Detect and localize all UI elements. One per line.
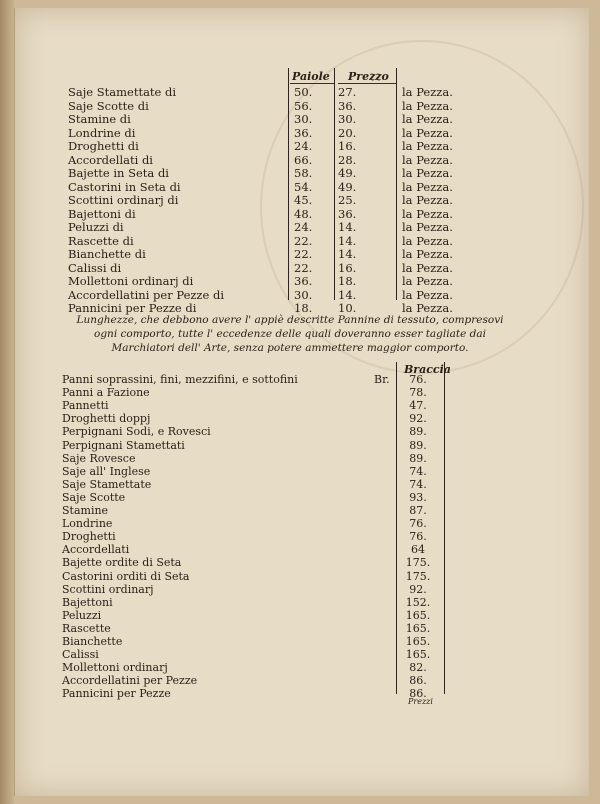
item-price: 10.: [338, 301, 357, 315]
item-name: Calissi di: [68, 260, 122, 275]
fabric-name: Rascette: [62, 621, 111, 635]
fabric-name: Bajette ordite di Seta: [62, 556, 182, 570]
item-unit: la Pezza.: [402, 152, 453, 167]
item-price: 27.: [338, 85, 357, 99]
item-name: Accordellati di: [68, 152, 153, 167]
fabric-length: 165.: [405, 608, 431, 622]
item-price: 20.: [338, 125, 357, 140]
fabric-length: 86.: [409, 674, 427, 688]
item-name: Scottini ordinarj di: [68, 193, 179, 207]
fabric-name: Londrine: [62, 517, 113, 531]
item-unit: la Pezza.: [402, 193, 453, 207]
item-pairs: 58.: [294, 166, 313, 180]
fabric-length: 76.: [409, 373, 427, 386]
item-pairs: 24.: [294, 220, 313, 234]
item-price: 49.: [338, 179, 357, 194]
item-name: Droghetti di: [68, 139, 139, 153]
fabric-name: Droghetti: [62, 530, 116, 544]
item-price: 14.: [338, 220, 357, 234]
item-unit: la Pezza.: [402, 112, 453, 126]
fabric-length: 89.: [409, 425, 427, 439]
fabric-length: 92.: [409, 582, 427, 596]
column-divider-5: [444, 362, 445, 694]
item-price: 16.: [338, 260, 357, 275]
item-pairs: 50.: [294, 85, 313, 99]
item-name: Pannicini per Pezze di: [68, 301, 197, 315]
unit-label: Br.: [374, 373, 390, 386]
item-unit: la Pezza.: [402, 287, 453, 302]
item-unit: la Pezza.: [402, 179, 453, 194]
item-name: Peluzzi di: [68, 220, 124, 234]
fabric-length: 89.: [409, 451, 427, 465]
fabric-name: Bianchette: [62, 635, 123, 648]
fabric-length: 47.: [409, 399, 427, 413]
item-name: Accordellatini per Pezze di: [68, 287, 224, 302]
item-name: Stamine di: [68, 112, 131, 126]
fabric-name: Saje all' Inglese: [62, 464, 151, 478]
column-divider-1: [288, 68, 289, 300]
fabric-length: 175.: [405, 569, 431, 583]
fabric-name: Perpignani Sodi, e Rovesci: [62, 425, 211, 439]
item-pairs: 36.: [294, 274, 313, 288]
fabric-length: 165.: [405, 621, 431, 635]
fabric-length: 93.: [409, 490, 427, 504]
item-pairs: 24.: [294, 139, 313, 153]
item-unit: la Pezza.: [402, 233, 453, 248]
item-pairs: 36.: [294, 125, 313, 140]
item-name: Castorini in Seta di: [68, 179, 181, 194]
item-price: 14.: [338, 287, 357, 302]
item-unit: la Pezza.: [402, 85, 453, 99]
item-unit: la Pezza.: [402, 220, 453, 234]
item-pairs: 56.: [294, 98, 313, 113]
fabric-length: 165.: [405, 648, 431, 662]
fabric-name: Panni a Fazione: [62, 386, 150, 400]
fabric-length: 64: [411, 543, 425, 557]
item-pairs: 30.: [294, 112, 313, 126]
item-price: 28.: [338, 152, 357, 167]
item-unit: la Pezza.: [402, 274, 453, 288]
column-divider-2: [334, 68, 335, 300]
fabric-length: 87.: [409, 504, 427, 517]
fabric-name: Stamine: [62, 504, 109, 517]
fabric-name: Accordellati: [62, 543, 130, 557]
item-pairs: 22.: [294, 260, 313, 275]
item-price: 14.: [338, 233, 357, 248]
fabric-name: Scottini ordinarj: [62, 582, 154, 596]
fabric-length: 76.: [409, 517, 427, 531]
fabric-length: 175.: [405, 556, 431, 570]
note-line-1: Lunghezze, che debbono avere l' appiè descritte Pannine di tessuto, compresovi: [76, 314, 504, 326]
fabric-name: Accordellatini per Pezze: [62, 674, 198, 688]
item-price: 18.: [338, 274, 357, 288]
item-pairs: 22.: [294, 247, 313, 261]
fabric-name: Saje Stamettate: [62, 477, 152, 491]
fabric-name: Pannicini per Pezze: [62, 687, 171, 701]
note-line-2: ogni comporto, tutte l' eccedenze delle quali doveranno esser tagliate dai: [94, 328, 486, 340]
fabric-length: 165.: [405, 635, 431, 648]
item-pairs: 30.: [294, 287, 313, 302]
item-unit: la Pezza.: [402, 166, 453, 180]
fabric-length: 89.: [409, 438, 427, 452]
item-price: 30.: [338, 112, 357, 126]
fabric-name: Saje Rovesce: [62, 451, 136, 465]
item-unit: la Pezza.: [402, 301, 453, 315]
item-name: Saje Scotte di: [68, 98, 149, 113]
item-price: 36.: [338, 206, 357, 221]
fabric-name: Peluzzi: [62, 608, 102, 622]
fabric-name: Panni soprassini, fini, mezzifini, e sottofini: [62, 373, 298, 386]
item-pairs: 22.: [294, 233, 313, 248]
item-name: Rascette di: [68, 233, 134, 248]
item-unit: la Pezza.: [402, 260, 453, 275]
binding-edge: [0, 0, 14, 804]
item-price: 14.: [338, 247, 357, 261]
fabric-length: 76.: [409, 530, 427, 544]
item-unit: la Pezza.: [402, 206, 453, 221]
item-pairs: 18.: [294, 301, 313, 315]
item-name: Londrine di: [68, 125, 136, 140]
fabric-length: 78.: [409, 386, 427, 400]
item-price: 49.: [338, 166, 357, 180]
fabric-length: 82.: [409, 661, 427, 675]
fabric-name: Calissi: [62, 648, 99, 662]
note-line-3: Marchiatori dell' Arte, senza potere ammettere maggior comporto.: [111, 342, 469, 354]
fabric-name: Mollettoni ordinarj: [62, 661, 168, 675]
item-price: 36.: [338, 98, 357, 113]
fabric-name: Bajettoni: [62, 595, 113, 609]
item-pairs: 54.: [294, 179, 313, 194]
item-unit: la Pezza.: [402, 247, 453, 261]
item-unit: la Pezza.: [402, 139, 453, 153]
header-price: Prezzo: [348, 70, 389, 83]
fabric-name: Perpignani Stamettati: [62, 438, 185, 452]
item-pairs: 48.: [294, 206, 313, 221]
item-unit: la Pezza.: [402, 98, 453, 113]
fabric-name: Droghetti doppj: [62, 412, 151, 426]
item-name: Bajettoni di: [68, 206, 136, 221]
fabric-length: 86.: [409, 687, 427, 701]
item-price: 25.: [338, 193, 357, 207]
catchword: Prezzi: [408, 697, 433, 706]
item-name: Mollettoni ordinarj di: [68, 274, 194, 288]
fabric-name: Pannetti: [62, 399, 109, 413]
fabric-length: 74.: [409, 464, 427, 478]
item-price: 16.: [338, 139, 357, 153]
item-pairs: 66.: [294, 152, 313, 167]
fabric-length: 74.: [409, 477, 427, 491]
item-name: Bajette in Seta di: [68, 166, 169, 180]
header-pairs: Paiole: [292, 70, 330, 83]
item-pairs: 45.: [294, 193, 313, 207]
fabric-name: Castorini orditi di Seta: [62, 569, 190, 583]
fabric-length: 92.: [409, 412, 427, 426]
item-unit: la Pezza.: [402, 125, 453, 140]
fabric-length: 152.: [405, 595, 431, 609]
item-name: Bianchette di: [68, 247, 146, 261]
fabric-name: Saje Scotte: [62, 490, 126, 504]
column-divider-3: [396, 68, 397, 300]
header-braccia: Braccia: [404, 363, 451, 376]
item-name: Saje Stamettate di: [68, 85, 177, 99]
